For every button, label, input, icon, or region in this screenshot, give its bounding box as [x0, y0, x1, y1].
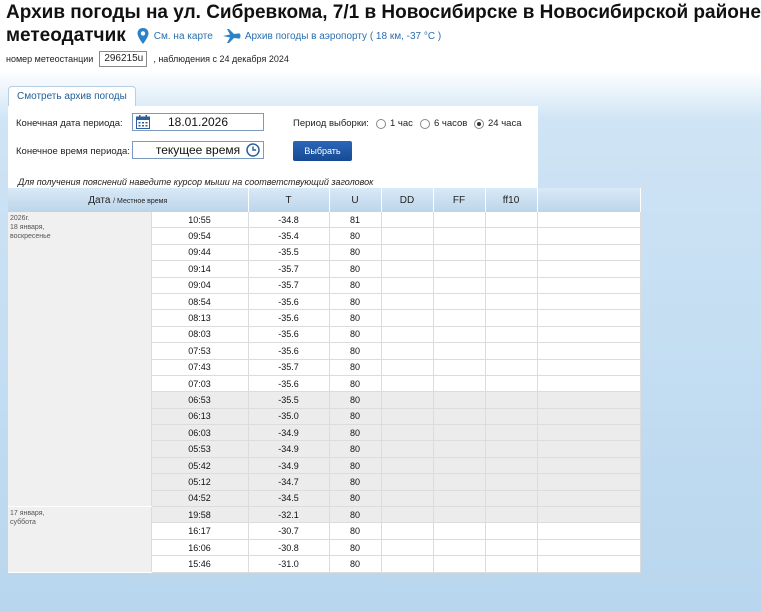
extra-cell: [537, 326, 640, 342]
wind-speed-cell: [433, 326, 485, 342]
column-header-dd[interactable]: DD: [381, 188, 433, 212]
humidity-cell: 80: [329, 277, 381, 293]
time-cell: 10:55: [151, 212, 248, 228]
submit-button[interactable]: Выбрать: [293, 141, 352, 161]
wind-speed-cell: [433, 507, 485, 523]
observations-since: , наблюдения с 24 декабря 2024: [153, 54, 289, 64]
wind-gust-cell: [485, 212, 537, 228]
wind-gust-cell: [485, 343, 537, 359]
map-pin-icon[interactable]: [136, 28, 150, 44]
humidity-cell: 80: [329, 375, 381, 391]
wind-direction-cell: [381, 490, 433, 506]
wind-speed-cell: [433, 228, 485, 244]
wind-speed-cell: [433, 425, 485, 441]
column-header-u[interactable]: U: [329, 188, 381, 212]
wind-direction-cell: [381, 212, 433, 228]
wind-direction-cell: [381, 277, 433, 293]
humidity-cell: 80: [329, 408, 381, 424]
temperature-cell: -35.6: [248, 375, 329, 391]
time-cell: 08:13: [151, 310, 248, 326]
temperature-cell: -34.9: [248, 425, 329, 441]
table-row: [8, 212, 640, 228]
wind-speed-cell: [433, 457, 485, 473]
end-date-field[interactable]: [132, 113, 264, 131]
wind-speed-cell: [433, 490, 485, 506]
temperature-cell: -31.0: [248, 556, 329, 572]
wind-direction-cell: [381, 392, 433, 408]
wind-speed-cell: [433, 392, 485, 408]
wind-direction-cell: [381, 375, 433, 391]
wind-gust-cell: [485, 523, 537, 539]
time-cell: 05:42: [151, 457, 248, 473]
wind-gust-cell: [485, 261, 537, 277]
wind-gust-cell: [485, 326, 537, 342]
wind-speed-cell: [433, 277, 485, 293]
humidity-cell: 80: [329, 425, 381, 441]
extra-cell: [537, 261, 640, 277]
time-cell: 05:12: [151, 474, 248, 490]
wind-speed-cell: [433, 212, 485, 228]
temperature-cell: -35.5: [248, 392, 329, 408]
wind-gust-cell: [485, 425, 537, 441]
time-cell: 08:54: [151, 293, 248, 309]
temperature-cell: -34.9: [248, 457, 329, 473]
wind-direction-cell: [381, 523, 433, 539]
weather-table: [8, 188, 641, 573]
column-header-t[interactable]: T: [248, 188, 329, 212]
subtitle-row: [6, 25, 441, 47]
humidity-cell: 80: [329, 392, 381, 408]
extra-cell: [537, 392, 640, 408]
humidity-cell: 80: [329, 293, 381, 309]
airplane-icon[interactable]: [223, 29, 241, 43]
wind-gust-cell: [485, 490, 537, 506]
period-option-24h[interactable]: [474, 118, 521, 129]
wind-direction-cell: [381, 556, 433, 572]
humidity-cell: 81: [329, 212, 381, 228]
station-number-field[interactable]: 296215u: [99, 51, 147, 67]
page-subtitle: метеодатчик: [6, 25, 126, 46]
column-header-ff[interactable]: FF: [433, 188, 485, 212]
wind-direction-cell: [381, 293, 433, 309]
end-date-label: Конечная дата периода:: [16, 118, 123, 129]
end-time-value: текущее время: [155, 143, 241, 157]
humidity-cell: 80: [329, 261, 381, 277]
extra-cell: [537, 293, 640, 309]
time-cell: 09:14: [151, 261, 248, 277]
humidity-cell: 80: [329, 507, 381, 523]
period-option-label: 6 часов: [434, 118, 468, 129]
humidity-cell: 80: [329, 326, 381, 342]
wind-direction-cell: [381, 261, 433, 277]
time-cell: 08:03: [151, 326, 248, 342]
extra-cell: [537, 539, 640, 555]
time-cell: 04:52: [151, 490, 248, 506]
table-header-row: [8, 188, 640, 212]
time-cell: 15:46: [151, 556, 248, 572]
time-cell: 16:06: [151, 539, 248, 555]
date-header-label: Дата: [88, 194, 111, 206]
time-cell: 19:58: [151, 507, 248, 523]
extra-cell: [537, 212, 640, 228]
radio-icon: [376, 119, 386, 129]
wind-gust-cell: [485, 392, 537, 408]
wind-speed-cell: [433, 375, 485, 391]
temperature-cell: -34.7: [248, 474, 329, 490]
time-cell: 07:43: [151, 359, 248, 375]
clock-icon[interactable]: [246, 143, 260, 157]
wind-gust-cell: [485, 474, 537, 490]
wind-speed-cell: [433, 539, 485, 555]
weather-table-body: [8, 212, 640, 572]
temperature-cell: -35.6: [248, 343, 329, 359]
wind-speed-cell: [433, 310, 485, 326]
temperature-cell: -35.7: [248, 277, 329, 293]
humidity-cell: 80: [329, 244, 381, 260]
airport-archive-link[interactable]: Архив погоды в аэропорту ( 18 км, -37 °C ): [244, 30, 442, 42]
extra-cell: [537, 343, 640, 359]
wind-gust-cell: [485, 507, 537, 523]
date-cell: 17 января, суббота: [8, 507, 151, 573]
temperature-cell: -35.7: [248, 261, 329, 277]
humidity-cell: 80: [329, 310, 381, 326]
humidity-cell: 80: [329, 539, 381, 555]
wind-direction-cell: [381, 326, 433, 342]
temperature-cell: -30.7: [248, 523, 329, 539]
extra-cell: [537, 310, 640, 326]
humidity-cell: 80: [329, 474, 381, 490]
wind-speed-cell: [433, 556, 485, 572]
extra-cell: [537, 556, 640, 572]
extra-cell: [537, 277, 640, 293]
wind-speed-cell: [433, 293, 485, 309]
extra-cell: [537, 507, 640, 523]
radio-icon: [420, 119, 430, 129]
wind-direction-cell: [381, 343, 433, 359]
calendar-icon[interactable]: [136, 115, 150, 129]
period-option-1h[interactable]: [376, 118, 413, 129]
wind-direction-cell: [381, 507, 433, 523]
temperature-cell: -34.5: [248, 490, 329, 506]
temperature-cell: -35.6: [248, 310, 329, 326]
page-title: Архив погоды на ул. Сибревкома, 7/1 в Новосибирске в Новосибирской районе: [6, 2, 761, 23]
temperature-cell: -32.1: [248, 507, 329, 523]
column-header-extra: [537, 188, 640, 212]
wind-gust-cell: [485, 359, 537, 375]
wind-gust-cell: [485, 244, 537, 260]
date-cell: 2026г. 18 января, воскресенье: [8, 212, 151, 507]
temperature-cell: -35.0: [248, 408, 329, 424]
time-cell: 06:53: [151, 392, 248, 408]
wind-gust-cell: [485, 408, 537, 424]
end-time-label: Конечное время периода:: [16, 146, 130, 157]
temperature-cell: -35.6: [248, 326, 329, 342]
wind-gust-cell: [485, 310, 537, 326]
time-cell: 16:17: [151, 523, 248, 539]
wind-direction-cell: [381, 310, 433, 326]
map-link[interactable]: См. на карте: [153, 30, 213, 42]
humidity-cell: 80: [329, 359, 381, 375]
time-cell: 07:53: [151, 343, 248, 359]
radio-selected-icon: [474, 119, 484, 129]
humidity-cell: 80: [329, 556, 381, 572]
extra-cell: [537, 474, 640, 490]
date-column-header[interactable]: [8, 188, 248, 212]
time-cell: 07:03: [151, 375, 248, 391]
wind-gust-cell: [485, 277, 537, 293]
table-row: [8, 507, 640, 523]
period-label: Период выборки:: [293, 118, 369, 129]
wind-gust-cell: [485, 556, 537, 572]
extra-cell: [537, 359, 640, 375]
wind-speed-cell: [433, 244, 485, 260]
wind-speed-cell: [433, 343, 485, 359]
temperature-cell: -35.7: [248, 359, 329, 375]
extra-cell: [537, 408, 640, 424]
wind-speed-cell: [433, 408, 485, 424]
time-cell: 05:53: [151, 441, 248, 457]
extra-cell: [537, 457, 640, 473]
wind-speed-cell: [433, 261, 485, 277]
extra-cell: [537, 490, 640, 506]
wind-gust-cell: [485, 457, 537, 473]
wind-speed-cell: [433, 441, 485, 457]
temperature-cell: -35.6: [248, 293, 329, 309]
extra-cell: [537, 523, 640, 539]
wind-direction-cell: [381, 408, 433, 424]
temperature-cell: -34.9: [248, 441, 329, 457]
temperature-cell: -35.5: [248, 244, 329, 260]
end-time-field[interactable]: [132, 141, 264, 159]
extra-cell: [537, 375, 640, 391]
wind-speed-cell: [433, 523, 485, 539]
humidity-cell: 80: [329, 228, 381, 244]
wind-direction-cell: [381, 244, 433, 260]
humidity-cell: 80: [329, 523, 381, 539]
humidity-cell: 80: [329, 441, 381, 457]
period-option-6h[interactable]: [420, 118, 467, 129]
period-option-label: 24 часа: [488, 118, 522, 129]
wind-gust-cell: [485, 539, 537, 555]
humidity-cell: 80: [329, 490, 381, 506]
wind-gust-cell: [485, 441, 537, 457]
station-row: [6, 51, 289, 67]
temperature-cell: -34.8: [248, 212, 329, 228]
form-hint: Для получения пояснений наведите курсор мыши на соответствующий заголовок: [18, 177, 374, 187]
extra-cell: [537, 244, 640, 260]
wind-direction-cell: [381, 425, 433, 441]
period-option-label: 1 час: [390, 118, 413, 129]
temperature-cell: -30.8: [248, 539, 329, 555]
wind-direction-cell: [381, 359, 433, 375]
wind-direction-cell: [381, 474, 433, 490]
wind-direction-cell: [381, 457, 433, 473]
wind-direction-cell: [381, 539, 433, 555]
time-cell: 06:03: [151, 425, 248, 441]
wind-direction-cell: [381, 228, 433, 244]
time-cell: 09:04: [151, 277, 248, 293]
wind-speed-cell: [433, 474, 485, 490]
temperature-cell: -35.4: [248, 228, 329, 244]
humidity-cell: 80: [329, 343, 381, 359]
time-cell: 06:13: [151, 408, 248, 424]
local-time-header-label: / Местное время: [113, 197, 168, 205]
wind-gust-cell: [485, 228, 537, 244]
time-cell: 09:54: [151, 228, 248, 244]
humidity-cell: 80: [329, 457, 381, 473]
extra-cell: [537, 228, 640, 244]
station-label: номер метеостанции: [6, 54, 94, 64]
wind-speed-cell: [433, 359, 485, 375]
column-header-ff10[interactable]: ff10: [485, 188, 537, 212]
wind-gust-cell: [485, 375, 537, 391]
tab-view-archive[interactable]: Смотреть архив погоды: [8, 86, 136, 108]
wind-gust-cell: [485, 293, 537, 309]
extra-cell: [537, 425, 640, 441]
wind-direction-cell: [381, 441, 433, 457]
archive-form-panel: [8, 106, 538, 188]
end-date-value: 18.01.2026: [167, 115, 229, 129]
extra-cell: [537, 441, 640, 457]
time-cell: 09:44: [151, 244, 248, 260]
